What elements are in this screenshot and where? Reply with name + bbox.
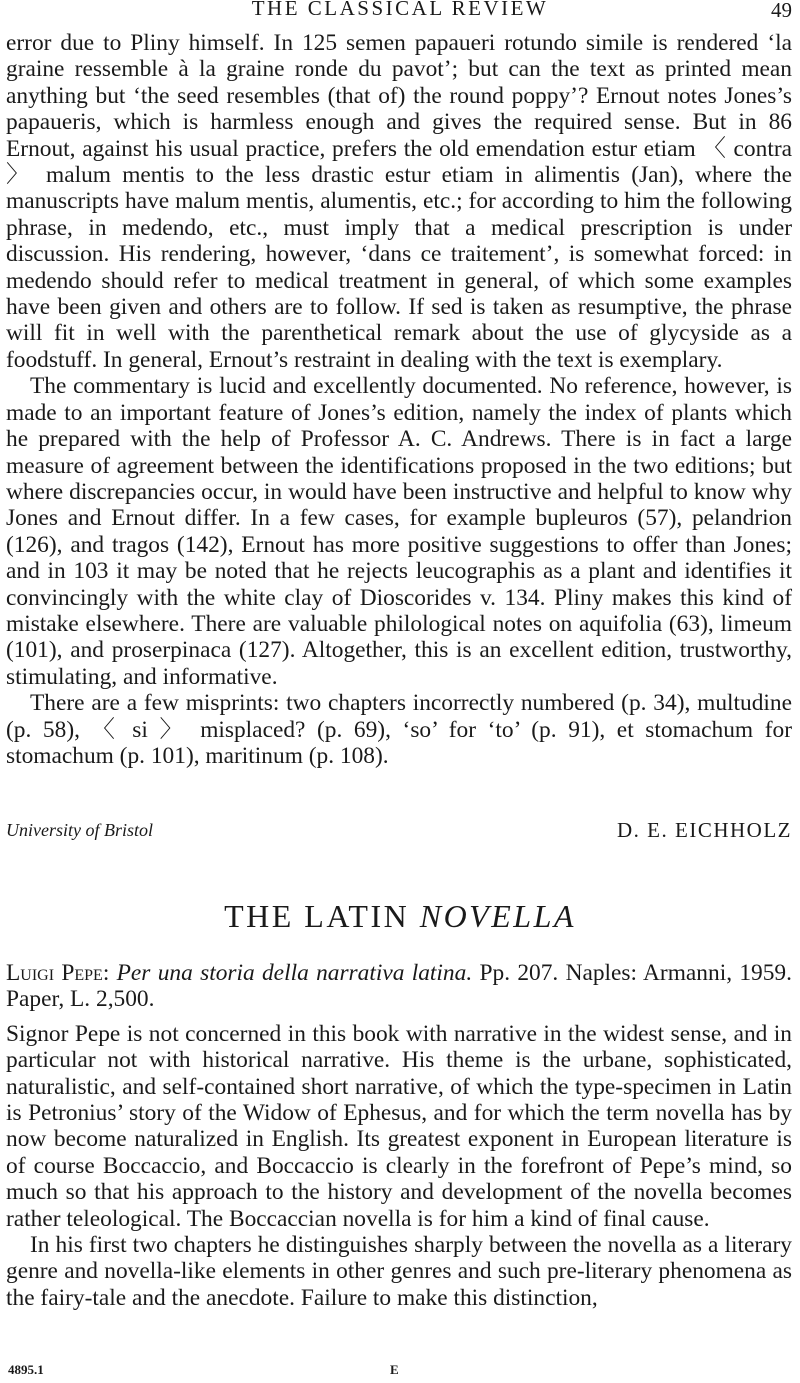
signature-letter: E	[390, 1362, 399, 1377]
book-citation: Luigi Pepe: Per una storia della narrativa latina. Pp. 207. Naples: Armanni, 1959. Paper, L. 2,500.	[6, 960, 792, 1013]
book-author: Luigi Pepe	[6, 960, 103, 986]
book-title: Per una storia della narrativa latina.	[116, 960, 473, 986]
reviewer-affiliation: University of Bristol	[6, 820, 153, 840]
sheet-number: 4895.1	[8, 1362, 44, 1377]
previous-review-body	[6, 30, 792, 769]
page-footer	[0, 1362, 800, 1380]
running-head	[0, 0, 800, 26]
journal-title: THE CLASSICAL REVIEW	[251, 0, 549, 20]
review-heading-italic: NOVELLA	[419, 898, 576, 934]
book-details: Pp. 207. Naples: Armanni, 1959. Paper, L. 2,500.	[6, 960, 792, 1013]
page-number: 49	[771, 0, 792, 22]
paragraph-theme: Signor Pepe is not concerned in this book with narrative in the widest sense, and in particular not with historical narrative. His theme is the urbane, sophisticated, naturalistic, and self-contained short narrative, of which the type-specimen in Latin is Petronius’ story of the Widow of Ephesus, and for which the term novella has by now become naturalized in English. Its greatest exponent in European literature is of course Boccaccio, and Boccaccio is clearly in the forefront of Pepe’s mind, so much so that his approach to the history and development of the novella becomes rather teleological. The Boccaccian novella is for him a kind of final cause.	[6, 1020, 792, 1232]
reviewer-signature	[6, 816, 792, 844]
review-heading-main: THE LATIN	[224, 898, 410, 934]
paragraph-genre: In his first two chapters he distinguishes sharply between the novella as a literary genre and novella-like elements in other genres and such pre-literary phenomena as the fairy-tale and the anecdote. Failure to make this distinction,	[6, 1232, 792, 1311]
review-heading	[0, 898, 800, 935]
paragraph-commentary: The commentary is lucid and excellently documented. No reference, however, is made to an important feature of Jones’s edition, namely the index of plants which he prepared with the help of Professor A. C. Andrews. There is in fact a large measure of agreement between the identifications proposed in the two editions; but where discrepancies occur, in would have been instructive and helpful to know why Jones and Ernout differ. In a few cases, for example bupleuros (57), pelandrion (126), and tragos (142), Ernout has more positive suggestions to offer than Jones; and in 103 it may be noted that he rejects leucographis as a plant and identifies it convincingly with the white clay of Dioscorides v. 134. Pliny makes this kind of mistake elsewhere. There are valuable philological notes on aquifolia (63), limeum (101), and proserpinaca (127). Altogether, this is an excellent edition, trustworthy, stimulating, and informative.	[6, 373, 792, 690]
new-review-body	[6, 960, 792, 1311]
paragraph-misprints: There are a few misprints: two chapters incorrectly numbered (p. 34), multudine (p. 58), 〈 si 〉 misplaced? (p. 69), ‘so’ for ‘to’ (p. 91), et stomachum for stomachum (p. 101), maritinum (p. 108).	[6, 690, 792, 769]
reviewer-name: D. E. EICHHOLZ	[617, 818, 792, 842]
paragraph-textual-criticism: error due to Pliny himself. In 125 semen papaueri rotundo simile is rendered ‘la graine ressemble à la graine ronde du pavot’; but can the text as printed mean anything but ‘the seed resembles (that of) the round poppy’? Ernout notes Jones’s papaueris, which is harmless enough and gives the required sense. But in 86 Ernout, against his usual practice, prefers the old emendation estur etiam 〈 contra 〉 malum mentis to the less drastic estur etiam in alimentis (Jan), where the manuscripts have malum mentis, alumentis, etc.; for according to him the following phrase, in medendo, etc., must imply that a medical prescription is under discussion. His rendering, however, ‘dans ce traitement’, is somewhat forced: in medendo should refer to medical treatment in general, of which some examples have been given and others are to follow. If sed is taken as resumptive, the phrase will fit in well with the parenthetical remark about the use of glycyside as a foodstuff. In general, Ernout’s restraint in dealing with the text is exemplary.	[6, 30, 792, 373]
